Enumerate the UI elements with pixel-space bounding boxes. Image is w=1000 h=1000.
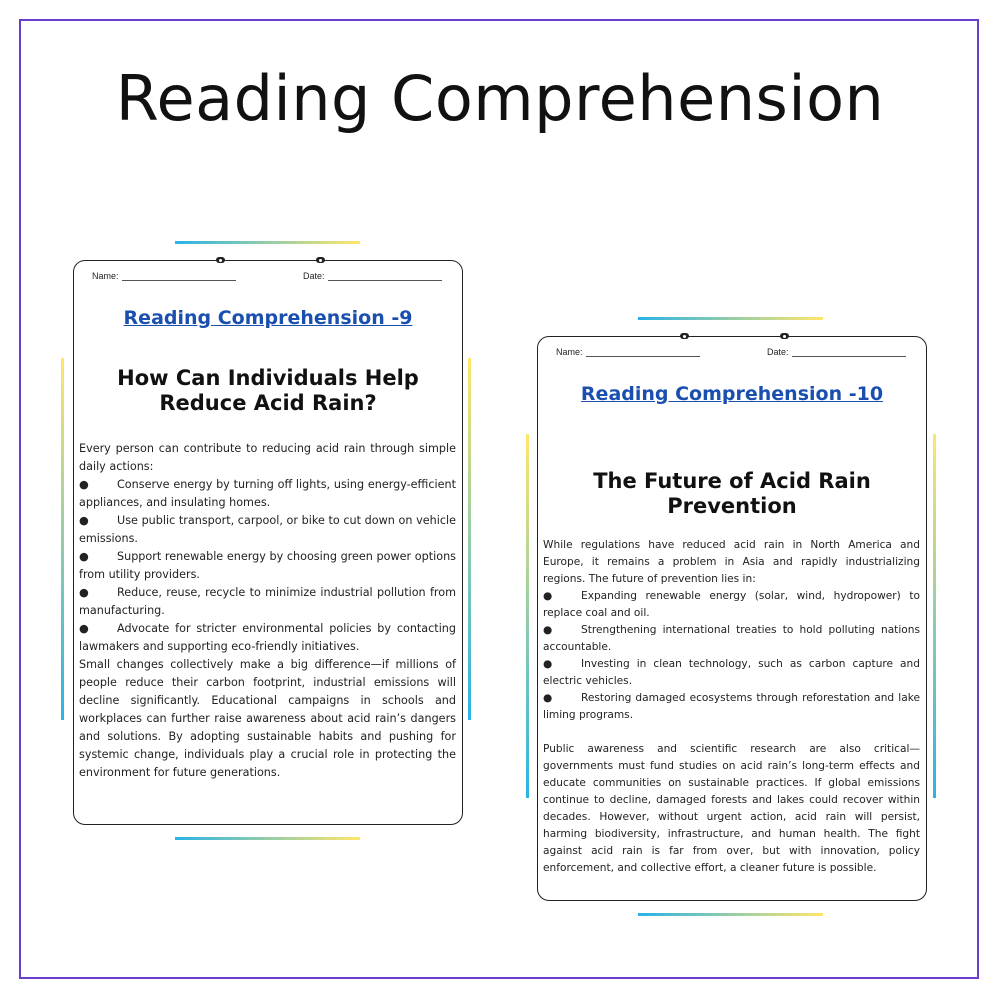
bullet-icon: ● xyxy=(79,514,89,527)
date-label: Date: xyxy=(767,347,789,357)
passage-heading: How Can Individuals Help Reduce Acid Rain? xyxy=(117,366,419,415)
date-blank[interactable] xyxy=(328,271,442,281)
bullet-icon: ● xyxy=(79,478,89,491)
date-blank[interactable] xyxy=(792,347,906,357)
name-field[interactable] xyxy=(92,271,236,281)
list-item: ● Support renewable energy by choosing green power options from utility providers. xyxy=(79,550,456,581)
list-item: ● Expanding renewable energy (solar, wind, hydropower) to replace coal and oil. xyxy=(543,590,920,619)
list-item: ● Advocate for stricter environmental policies by contacting lawmakers and supporting eco-friendly initiatives. xyxy=(79,622,456,653)
date-field[interactable] xyxy=(767,347,906,357)
passage-conclusion: Public awareness and scientific research are also critical—governments must fund studies on acid rain’s long-term effects and educate communities on sustainable practices. If global emissions continue to decline, damaged forests and lakes could recover within decades. However, without urgent action, acid rain will persist, harming biodiversity, infrastructure, and human health. The fight against acid rain is far from over, but with innovation, policy enforcement, and collective effort, a cleaner future is possible. xyxy=(543,743,920,874)
bullet-icon: ● xyxy=(79,586,89,599)
passage-heading: The Future of Acid Rain Prevention xyxy=(593,469,871,518)
decor-line-top-2 xyxy=(638,317,823,320)
bullet-icon: ● xyxy=(543,658,553,670)
bullet-icon: ● xyxy=(543,624,553,636)
bullet-icon: ● xyxy=(543,692,553,704)
decor-line-right-2 xyxy=(933,434,936,798)
worksheet-card-9 xyxy=(73,260,463,825)
passage-body xyxy=(543,537,920,877)
list-item: ● Reduce, reuse, recycle to minimize industrial pollution from manufacturing. xyxy=(79,586,456,617)
name-blank[interactable] xyxy=(586,347,700,357)
binder-ring-icon xyxy=(316,257,325,263)
passage-intro: While regulations have reduced acid rain in North America and Europe, it remains a problem in Asia and rapidly industrializing regions. The future of prevention lies in: xyxy=(543,539,920,585)
list-item: ● Strengthening international treaties to hold polluting nations accountable. xyxy=(543,624,920,653)
passage-body xyxy=(79,440,456,782)
decor-line-bottom-1 xyxy=(175,837,360,840)
binder-rings xyxy=(74,257,462,265)
passage-conclusion: Small changes collectively make a big difference—if millions of people reduce their carbon footprint, industrial emissions will decline significantly. Educational campaigns in schools and workplaces can further raise awareness about acid rain’s dangers and solutions. By adopting sustainable habits and pushing for systemic change, individuals play a crucial role in protecting the environment for future generations. xyxy=(79,658,456,779)
worksheet-title[interactable]: Reading Comprehension -10 xyxy=(580,383,884,405)
decor-line-bottom-2 xyxy=(638,913,823,916)
decor-line-top-1 xyxy=(175,241,360,244)
name-field[interactable] xyxy=(556,347,700,357)
name-label: Name: xyxy=(92,271,119,281)
bullet-icon: ● xyxy=(543,590,553,602)
worksheet-title[interactable]: Reading Comprehension -9 xyxy=(123,307,413,329)
page-title: Reading Comprehension xyxy=(115,62,885,135)
decor-line-left-1 xyxy=(61,358,64,720)
date-label: Date: xyxy=(303,271,325,281)
binder-ring-icon xyxy=(680,333,689,339)
header-fields xyxy=(556,347,908,361)
decor-line-right-1 xyxy=(468,358,471,720)
bullet-icon: ● xyxy=(79,622,89,635)
binder-rings xyxy=(538,333,926,341)
header-fields xyxy=(92,271,444,285)
decor-line-left-2 xyxy=(526,434,529,798)
passage-intro: Every person can contribute to reducing acid rain through simple daily actions: xyxy=(79,442,456,473)
bullet-icon: ● xyxy=(79,550,89,563)
list-item: ● Use public transport, carpool, or bike to cut down on vehicle emissions. xyxy=(79,514,456,545)
name-label: Name: xyxy=(556,347,583,357)
date-field[interactable] xyxy=(303,271,442,281)
paragraph-gap xyxy=(543,724,920,741)
binder-ring-icon xyxy=(780,333,789,339)
list-item: ● Conserve energy by turning off lights, using energy-efficient appliances, and insulating homes. xyxy=(79,478,456,509)
list-item: ● Restoring damaged ecosystems through reforestation and lake liming programs. xyxy=(543,692,920,721)
list-item: ● Investing in clean technology, such as carbon capture and electric vehicles. xyxy=(543,658,920,687)
binder-ring-icon xyxy=(216,257,225,263)
name-blank[interactable] xyxy=(122,271,236,281)
worksheet-card-10 xyxy=(537,336,927,901)
